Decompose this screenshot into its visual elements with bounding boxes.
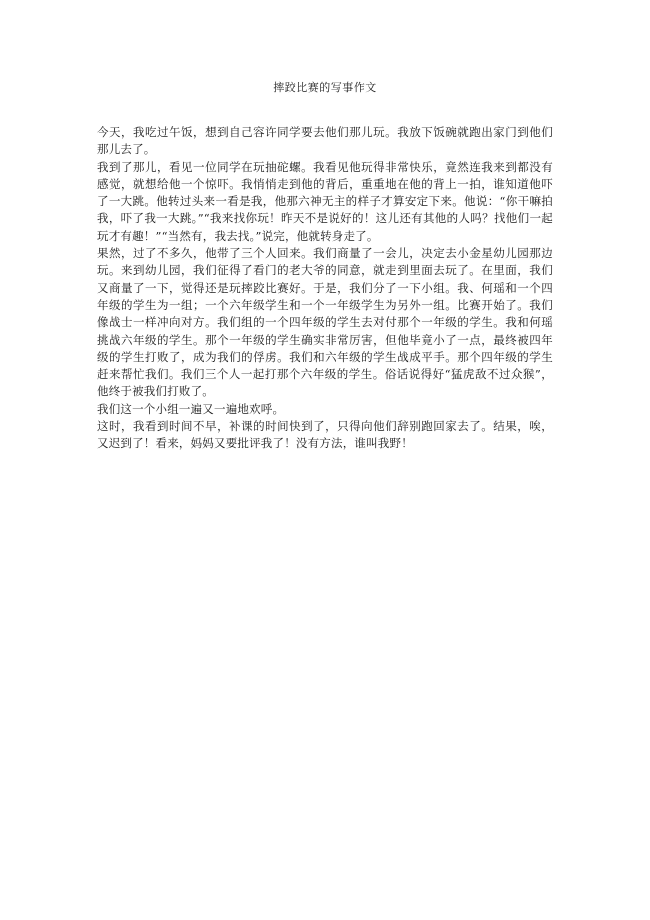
document-title: 摔跤比赛的写事作文 (273, 81, 377, 94)
document-body (97, 124, 553, 453)
paragraph-3: 果然，过了不多久，他带了三个人回来。我们商量了一会儿，决定去小金星幼儿园那边玩。来到幼儿园，我们征得了看门的老大爷的同意，就走到里面去玩了。在里面，我们又商量了一下，觉得还是玩摔跤比赛好。于是，我们分了一下小组。我、何瑶和一个四年级的学生为一组；一个六年级学生和一个一年级学生为另外一组。比赛开始了。我们像战士一样冲向对方。我们组的一个四年级的学生去对付那个一年级的学生。我和何瑶挑战六年级的学生。那个一年级的学生确实非常厉害，但他毕竟小了一点，最终被四年级的学生打败了，成为我们的俘虏。我们和六年级的学生战成平手。那个四年级的学生赶来帮忙我们。我们三个人一起打那个六年级的学生。俗话说得好“猛虎敌不过众猴”，他终于被我们打败了。 (97, 246, 553, 399)
paragraph-2: 我到了那儿，看见一位同学在玩抽砣螺。我看见他玩得非常快乐，竟然连我来到都没有感觉，就想给他一个惊吓。我悄悄走到他的背后，重重地在他的背上一拍，谁知道他吓了一大跳。他转过头来一看是我，他那六神无主的样子才算安定下来。他说：“你干嘛拍我，吓了我一大跳。”“我来找你玩！昨天不是说好的！这儿还有其他的人吗？找他们一起玩才有趣！”“当然有，我去找。”说完，他就转身走了。 (97, 159, 553, 243)
paragraph-4: 我们这一个小组一遍又一遍地欢呼。 (97, 401, 285, 416)
paragraph-1: 今天，我吃过午饭，想到自己容许同学要去他们那儿玩。我放下饭碗就跑出家门到他们那儿去了。 (97, 125, 553, 157)
paragraph-5: 这时，我看到时间不早，补课的时间快到了，只得向他们辞别跑回家去了。结果，唉，又迟到了！看来，妈妈又要批评我了！没有方法，谁叫我野！ (97, 419, 553, 451)
